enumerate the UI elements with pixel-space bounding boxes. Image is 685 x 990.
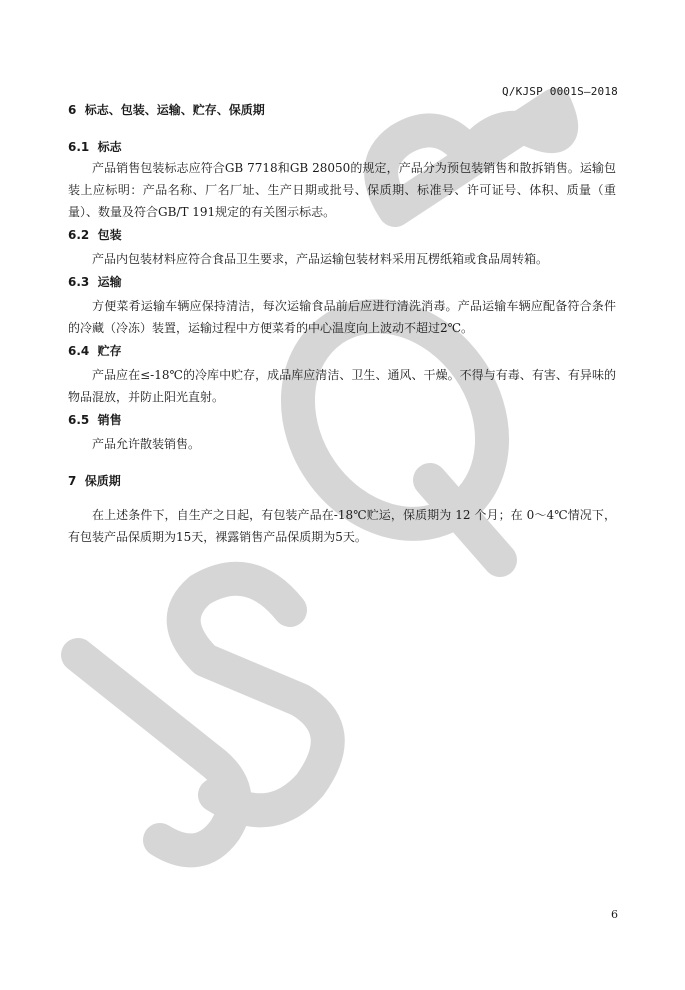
watermark-letter-s (184, 579, 328, 811)
section-6-5-body: 产品允许散装销售。 (92, 437, 201, 451)
section-7-body: 在上述条件下，自生产之日起，有包装产品在-18℃贮运，保质期为 12 个月；在 0～4℃情况下，有包装产品保质期为15天，裸露销售产品保质期为5天。 (68, 508, 616, 544)
section-6-4-body: 产品应在≤-18℃的冷库中贮存，成品库应清洁、卫生、通风、干燥。不得与有毒、有害、有异味的物品混放，并防止阳光直射。 (68, 368, 616, 404)
document-body (68, 102, 616, 548)
section-title: 销售 (97, 413, 122, 427)
section-6-4-heading (68, 343, 616, 359)
section-number: 6.3 (68, 275, 90, 289)
section-number: 7 (68, 474, 77, 488)
section-6-5-heading (68, 412, 616, 428)
section-number: 6.2 (68, 228, 90, 242)
section-6-3-heading (68, 274, 616, 290)
section-title: 保质期 (84, 474, 121, 488)
section-title: 标志 (97, 140, 122, 154)
section-6-1-heading (68, 139, 616, 155)
section-title: 包装 (97, 228, 122, 242)
section-7-heading (68, 473, 616, 489)
section-6-heading (68, 102, 616, 118)
section-number: 6 (68, 103, 77, 117)
section-6-1-body: 产品销售包装标志应符合GB 7718和GB 28050的规定，产品分为预包装销售和散拆销售。运输包装上应标明：产品名称、厂名厂址、生产日期或批号、保质期、标准号、许可证号、体积、质量（重量）、数量及符合GB/T 191规定的有关图示标志。 (68, 161, 616, 219)
section-6-2-body: 产品内包装材料应符合食品卫生要求，产品运输包装材料采用瓦楞纸箱或食品周转箱。 (92, 252, 549, 266)
section-title: 运输 (97, 275, 122, 289)
section-6-3-body: 方便菜肴运输车辆应保持清洁，每次运输食品前后应进行清洗消毒。产品运输车辆应配备符合条件的冷藏（冷冻）装置，运输过程中方便菜肴的中心温度向上波动不超过2℃。 (68, 299, 616, 335)
section-number: 6.4 (68, 344, 90, 358)
section-title: 贮存 (97, 344, 122, 358)
watermark-letter-j (78, 655, 235, 850)
section-number: 6.5 (68, 413, 90, 427)
standard-code: Q/KJSP 0001S—2018 (502, 85, 618, 98)
section-title: 标志、包装、运输、贮存、保质期 (84, 103, 265, 117)
page-number: 6 (611, 908, 618, 921)
section-number: 6.1 (68, 140, 90, 154)
section-6-2-heading (68, 227, 616, 243)
